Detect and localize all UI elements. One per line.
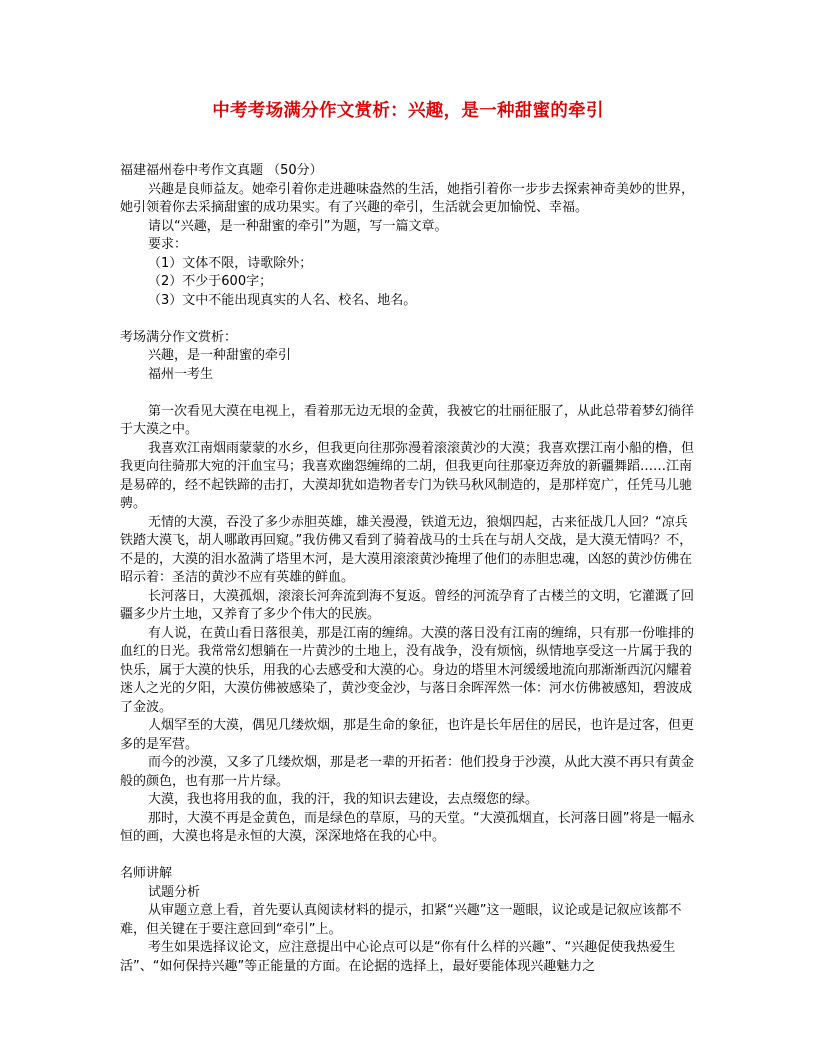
essay-paragraph: 我喜欢江南烟雨蒙蒙的水乡，但我更向往那弥漫着滚滚黄沙的大漠；我喜欢摆江南小船的橹，但我更向往骑那大宛的汗血宝马；我喜欢幽怨缠绵的二胡，但我更向往那豪迈奔放的新疆舞蹈……江南是易碎的，经不起铁蹄的击打，大漠却犹如造物者专门为铁马秋风制造的，是那样宽广，任凭马儿驰骋。 [120,440,695,511]
commentary-paragraph: 从审题立意上看，首先要认真阅读材料的提示，扣紧“兴趣”这一题眼，议论或是记叙应该都不难，但关键在于要注意回到“牵引”上。 [120,903,682,937]
essay-paragraph: 大漠，我也将用我的血，我的汗，我的知识去建设，去点缀您的绿。 [148,792,539,807]
essay-paragraph: 有人说，在黄山看日落很美，那是江南的缠绵。大漠的落日没有江南的缠绵，只有那一份唯排的血红的日光。我常常幻想躺在一片黄沙的土地上，没有战争，没有烦恼，纵情地享受这一片属于我的快乐，属于大漠的快乐，用我的心去感受和大漠的心。身边的塔里木河缓缓地流向那渐渐西沉闪耀着迷人之光的夕阳，大漠仿佛被感染了，黄沙变金沙，与落日余晖浑然一体：河水仿佛被感知，碧波成了金波。 [120,625,695,715]
commentary-subheading: 试题分析 [148,884,201,900]
document-title: 中考考场满分作文赏析：兴趣，是一种甜蜜的牵引 [212,101,604,121]
exam-heading: 福建福州卷中考作文真题 （50分） [120,163,323,178]
essay-author: 福州一考生 [148,366,214,382]
commentary-heading: 名师讲解 [120,866,173,881]
essay-paragraph: 而今的沙漠，又多了几缕炊烟，那是老一辈的开拓者：他们投身于沙漠，从此大漠不再只有黄金般的颜色，也有那一片片绿。 [120,755,695,789]
essay-paragraph: 那时，大漠不再是金黄色，而是绿色的草原，马的天堂。“大漠孤烟直，长河落日圆”将是一幅永恒的画，大漠也将是永恒的大漠，深深地烙在我的心中。 [120,810,695,844]
essay-section-label: 考场满分作文赏析： [120,329,238,345]
essay-paragraph: 长河落日，大漠孤烟，滚滚长河奔流到海不复返。曾经的河流孕育了古楼兰的文明，它灌溉了回疆多少片土地，又养育了多少个伟大的民族。 [120,588,695,622]
prompt-instruction: 请以“兴趣，是一种甜蜜的牵引”为题，写一篇文章。 [148,218,448,234]
essay-title: 兴趣，是一种甜蜜的牵引 [148,348,292,363]
requirement-item: （2）不少于600字； [148,274,273,289]
essay-paragraph: 无情的大漠，吞没了多少赤胆英雄，雄关漫漫，铁道无边，狼烟四起，古来征战几人回？“凉兵铁踏大漠飞，胡人哪敢再回窥。”我仿佛又看到了骑着战马的士兵在与胡人交战，是大漠无情吗？不，不是的，大漠的泪水盈满了塔里木河，是大漠用滚滚黄沙掩埋了他们的赤胆忠魂，凶怒的黄沙仿佛在昭示着：圣洁的黄沙不应有英雄的鲜血。 [120,514,693,585]
requirements-label: 要求： [148,237,188,252]
document-body [120,162,696,976]
requirement-item: （1）文体不限，诗歌除外； [148,255,313,271]
essay-paragraph: 第一次看见大漠在电视上，看着那无边无垠的金黄，我被它的壮丽征服了，从此总带着梦幻徜徉于大漠之中。 [120,403,695,437]
essay-paragraph: 人烟罕至的大漠，偶见几缕炊烟，那是生命的象征，也许是长年居住的居民，也许是过客，但更多的是军营。 [120,718,695,752]
commentary-paragraph: 考生如果选择议论文，应注意提出中心论点可以是“你有什么样的兴趣”、“兴趣促使我热爱生活”、“如何保持兴趣”等正能量的方面。在论据的选择上，最好要能体现兴趣魅力之 [120,940,676,974]
requirement-item: （3）文中不能出现真实的人名、校名、地名。 [148,292,417,308]
prompt-text: 兴趣是良师益友。她牵引着你走进趣味盎然的生活，她指引着你一步步去探索神奇美妙的世界，她引领着你去采摘甜蜜的成功果实。有了兴趣的牵引，生活就会更加愉悦、幸福。 [120,181,695,215]
